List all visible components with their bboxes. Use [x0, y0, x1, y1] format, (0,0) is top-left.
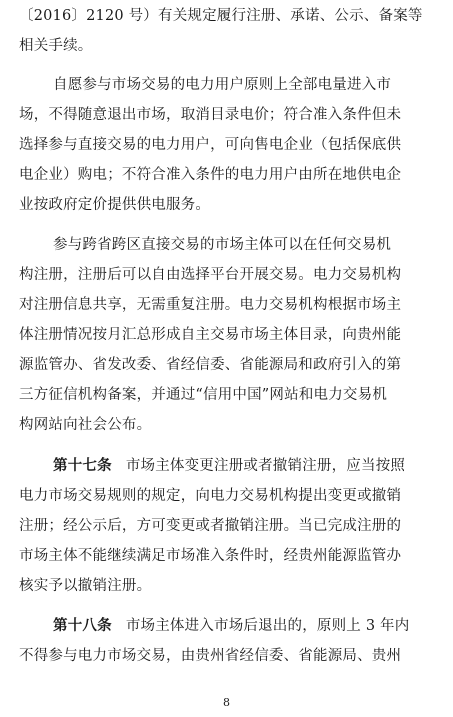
text-line: 〔2016〕2120 号）有关规定履行注册、承诺、公示、备案等: [19, 8, 423, 24]
text-line: 选择参与直接交易的电力用户，可向售电企业（包括保底供: [19, 137, 402, 153]
text-line: 注册；经公示后，方可变更或者撤销注册。当已完成注册的: [19, 518, 402, 534]
text-line: 相关手续。: [19, 38, 93, 54]
text-line: 核实予以撤销注册。: [19, 578, 152, 594]
article-18-first-line: [53, 616, 453, 636]
text-line: 构注册，注册后可以自由选择平台开展交易。电力交易机构: [19, 267, 402, 283]
article-17-heading: 第十七条: [53, 457, 112, 474]
text-line: 三方征信机构备案，并通过“信用中国”网站和电力交易机: [19, 387, 388, 403]
text-line: 电企业）购电；不符合准入条件的电力用户由所在地供电企: [19, 167, 402, 183]
text-line: 源监管办、省发改委、省经信委、省能源局和政府引入的第: [19, 357, 402, 373]
text-line: 体注册情况按月汇总形成自主交易市场主体目录，向贵州能: [19, 327, 402, 343]
article-18-first-text: 市场主体进入市场后退出的，原则上 3 年内: [125, 618, 410, 634]
text-line: 参与跨省跨区直接交易的市场主体可以在任何交易机: [53, 237, 392, 253]
text-line: 电力市场交易规则的规定，向电力交易机构提出变更或撤销: [19, 488, 402, 504]
article-18-heading: 第十八条: [53, 617, 112, 634]
page-number: 8: [223, 696, 230, 709]
text-line: 构网站向社会公布。: [19, 417, 152, 433]
article-17-first-line: [53, 456, 453, 476]
text-line: 对注册信息共享，无需重复注册。电力交易机构根据市场主: [19, 297, 402, 313]
text-line: 业按政府定价提供供电服务。: [19, 197, 211, 213]
text-line: 市场主体不能继续满足市场准入条件时，经贵州能源监管办: [19, 548, 402, 564]
text-line: 场，不得随意退出市场，取消目录电价；符合准入条件但未: [19, 107, 402, 123]
text-line: 不得参与电力市场交易，由贵州省经信委、省能源局、贵州: [19, 648, 402, 664]
article-17-first-text: 市场主体变更注册或者撤销注册，应当按照: [125, 458, 406, 474]
text-line: 自愿参与市场交易的电力用户原则上全部电量进入市: [53, 77, 392, 93]
